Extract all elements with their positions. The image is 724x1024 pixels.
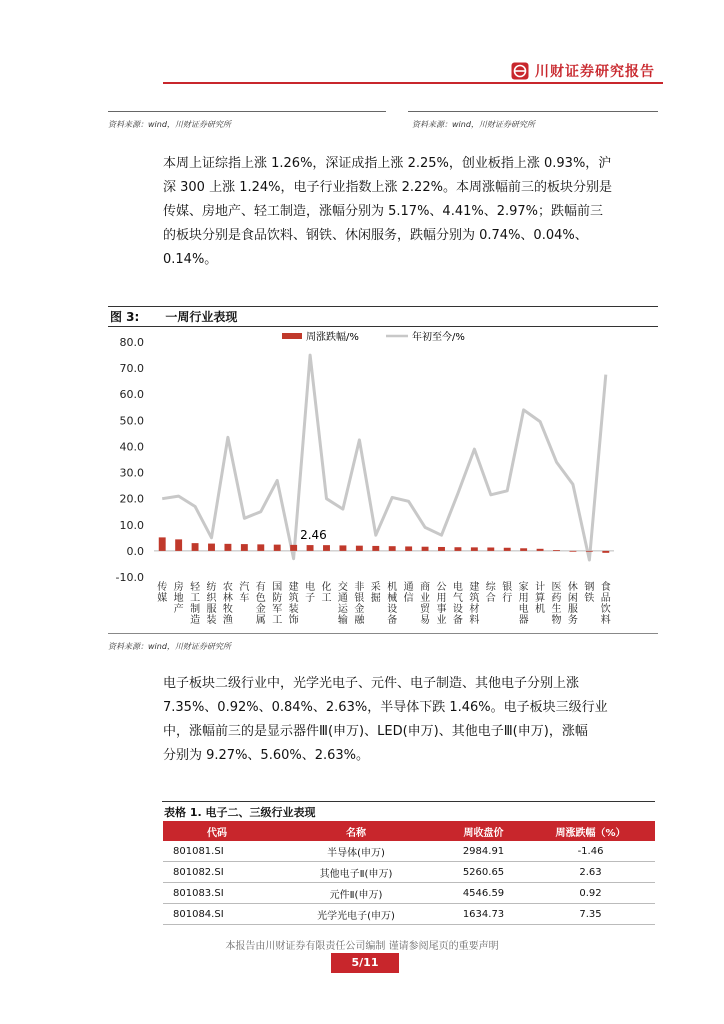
weekly-change-bar bbox=[224, 544, 231, 551]
cell-name: 光学光电子(申万) bbox=[271, 904, 441, 925]
y-tick-label: 30.0 bbox=[119, 466, 144, 480]
table-title: 表格 1. 电子二、三级行业表现 bbox=[164, 806, 316, 819]
chart-annotation: 2.46 bbox=[300, 528, 327, 543]
cell-name: 半导体(申万) bbox=[271, 841, 441, 862]
ytd-series-line bbox=[162, 355, 606, 560]
x-tick-label: 轻工制造 bbox=[190, 582, 201, 626]
weekly-change-bar bbox=[274, 545, 281, 551]
weekly-change-bar bbox=[586, 551, 593, 552]
weekly-change-bar bbox=[569, 551, 576, 552]
x-tick-label: 休闲服务 bbox=[567, 582, 578, 626]
weekly-change-bar bbox=[537, 549, 544, 551]
x-tick-label: 食品饮料 bbox=[600, 582, 611, 626]
legend-swatch-weekly bbox=[282, 333, 302, 339]
footer-disclaimer: 本报告由川财证券有限责任公司编制 谨请参阅尾页的重要声明 bbox=[225, 941, 499, 952]
x-tick-label: 汽车 bbox=[239, 582, 250, 604]
cell-change: 2.63 bbox=[526, 862, 655, 883]
figure-label: 图 3: bbox=[110, 310, 140, 324]
paragraph-line: 传媒、房地产、轻工制造，涨幅分别为 5.17%、4.41%、2.97%；跌幅前三 bbox=[163, 204, 604, 219]
paragraph-line: 本周上证综指上涨 1.26%，深证成指上涨 2.25%，创业板指上涨 0.93%，沪 bbox=[163, 156, 612, 171]
figure-title-rule bbox=[108, 326, 658, 327]
col-header-name: 名称 bbox=[271, 821, 441, 841]
x-tick-label: 有色金属 bbox=[255, 582, 266, 626]
cell-change: 0.92 bbox=[526, 883, 655, 904]
paragraph-line: 7.35%、0.92%、0.84%、2.63%，半导体下跌 1.46%。电子板块三级行业 bbox=[163, 700, 608, 715]
x-tick-label: 通信 bbox=[403, 582, 414, 604]
cell-change: 7.35 bbox=[526, 904, 655, 925]
weekly-change-bar bbox=[175, 539, 182, 551]
legend-label-ytd: 年初至今/% bbox=[412, 332, 465, 343]
weekly-change-bar bbox=[372, 546, 379, 551]
y-tick-label: 60.0 bbox=[119, 388, 144, 402]
paragraph-line: 电子板块二级行业中，光学光电子、元件、电子制造、其他电子分别上涨 bbox=[163, 676, 580, 691]
weekly-change-bar bbox=[389, 546, 396, 551]
cell-code: 801084.SI bbox=[163, 904, 271, 925]
electronics-industry-table bbox=[163, 821, 655, 925]
paragraph-line: 分别为 9.27%、5.60%、2.63%。 bbox=[163, 748, 370, 763]
weekly-change-bar bbox=[159, 537, 166, 550]
y-tick-label: 0.0 bbox=[126, 544, 144, 558]
weekly-change-bar bbox=[208, 544, 215, 551]
x-tick-label: 计算机 bbox=[535, 582, 546, 615]
weekly-change-bar bbox=[257, 544, 264, 551]
right-source-rule bbox=[408, 111, 658, 112]
x-tick-label: 机械设备 bbox=[387, 582, 398, 626]
table-row bbox=[163, 841, 655, 862]
figure-heading bbox=[110, 308, 237, 325]
chart-legend bbox=[282, 330, 465, 343]
weekly-change-bar bbox=[504, 548, 511, 551]
y-tick-label: -10.0 bbox=[115, 571, 144, 584]
x-tick-label: 电子 bbox=[305, 582, 316, 604]
x-tick-label: 银行 bbox=[502, 582, 513, 604]
y-tick-label: 40.0 bbox=[119, 440, 144, 454]
weekly-change-bar bbox=[323, 545, 330, 551]
col-header-code: 代码 bbox=[163, 821, 271, 841]
weekly-change-bar bbox=[339, 545, 346, 550]
paragraph-line: 的板块分别是食品饮料、钢铁、休闲服务，跌幅分别为 0.74%、0.04%、 bbox=[163, 228, 588, 243]
x-tick-label: 商业贸易 bbox=[420, 582, 431, 626]
cell-name: 元件Ⅱ(申万) bbox=[271, 883, 441, 904]
paragraph-line: 0.14%。 bbox=[163, 252, 218, 267]
weekly-change-bar bbox=[602, 551, 609, 553]
x-tick-label: 公用事业 bbox=[436, 582, 447, 626]
y-tick-label: 50.0 bbox=[119, 414, 144, 428]
y-tick-label: 10.0 bbox=[119, 518, 144, 532]
figure-top-rule bbox=[108, 306, 658, 307]
weekly-change-bar bbox=[422, 547, 429, 551]
weekly-change-bar bbox=[520, 548, 527, 551]
weekly-change-bar bbox=[405, 546, 412, 550]
legend-label-weekly: 周涨跌幅/% bbox=[306, 332, 359, 343]
x-tick-label: 国防军工 bbox=[272, 582, 283, 626]
market-summary-paragraph bbox=[163, 152, 663, 272]
col-header-change: 周涨跌幅（%） bbox=[526, 821, 655, 841]
weekly-change-bar bbox=[438, 547, 445, 551]
table-row bbox=[163, 883, 655, 904]
weekly-change-bar bbox=[471, 547, 478, 551]
y-tick-label: 70.0 bbox=[119, 362, 144, 376]
x-tick-label: 建筑装饰 bbox=[288, 582, 299, 626]
x-tick-label: 房地产 bbox=[173, 582, 184, 615]
electronics-paragraph bbox=[163, 672, 663, 768]
x-tick-label: 非银金融 bbox=[354, 582, 365, 626]
weekly-change-bar bbox=[241, 544, 248, 551]
cell-close: 2984.91 bbox=[441, 841, 526, 862]
x-tick-label: 电气设备 bbox=[452, 582, 463, 626]
cell-change: -1.46 bbox=[526, 841, 655, 862]
x-tick-label: 家用电器 bbox=[518, 582, 529, 626]
weekly-change-bar bbox=[192, 543, 199, 551]
x-tick-label: 医药生物 bbox=[551, 582, 562, 626]
cell-code: 801083.SI bbox=[163, 883, 271, 904]
table-row bbox=[163, 862, 655, 883]
paragraph-line: 深 300 上涨 1.24%，电子行业指数上涨 2.22%。本周涨幅前三的板块分别是 bbox=[163, 180, 612, 195]
brand-logo-icon bbox=[511, 62, 529, 80]
y-tick-label: 20.0 bbox=[119, 492, 144, 506]
left-source-rule bbox=[108, 111, 386, 112]
x-tick-label: 综合 bbox=[485, 582, 496, 604]
weekly-change-bar bbox=[487, 547, 494, 550]
brand-name: 川财证券研究报告 bbox=[535, 64, 655, 80]
figure-title: 一周行业表现 bbox=[165, 310, 238, 324]
x-tick-label: 交通运输 bbox=[337, 582, 348, 626]
weekly-change-bar bbox=[454, 547, 461, 551]
table-top-rule bbox=[162, 801, 655, 802]
weekly-change-bar bbox=[553, 550, 560, 551]
cell-code: 801082.SI bbox=[163, 862, 271, 883]
x-tick-label: 化工 bbox=[321, 582, 332, 604]
weekly-change-bar bbox=[356, 546, 363, 551]
source-note-left: 资料来源：wind，川财证券研究所 bbox=[108, 120, 231, 129]
col-header-close: 周收盘价 bbox=[441, 821, 526, 841]
paragraph-line: 中，涨幅前三的是显示器件Ⅲ(申万)、LED(申万)、其他电子Ⅲ(申万)，涨幅 bbox=[163, 724, 588, 739]
y-tick-label: 80.0 bbox=[119, 336, 144, 349]
table-row bbox=[163, 904, 655, 925]
figure-source-note: 资料来源：wind，川财证券研究所 bbox=[108, 642, 231, 651]
brand-header bbox=[511, 60, 661, 82]
cell-close: 1634.73 bbox=[441, 904, 526, 925]
x-tick-label: 建筑材料 bbox=[469, 582, 480, 626]
header-rule bbox=[163, 82, 663, 84]
source-note-right: 资料来源：wind，川财证券研究所 bbox=[412, 120, 535, 129]
cell-close: 4546.59 bbox=[441, 883, 526, 904]
figure-bottom-rule bbox=[108, 633, 658, 634]
x-tick-label: 纺织服装 bbox=[206, 582, 217, 626]
cell-name: 其他电子Ⅱ(申万) bbox=[271, 862, 441, 883]
industry-performance-chart bbox=[108, 328, 658, 630]
weekly-change-bar bbox=[307, 545, 314, 551]
weekly-change-bar bbox=[290, 545, 297, 551]
x-tick-label: 钢铁 bbox=[584, 582, 595, 604]
page-number: 5/11 bbox=[331, 953, 399, 973]
x-tick-label: 采掘 bbox=[370, 582, 381, 604]
table-header-row bbox=[163, 821, 655, 841]
cell-code: 801081.SI bbox=[163, 841, 271, 862]
x-tick-label: 传媒 bbox=[157, 582, 168, 604]
x-tick-label: 农林牧渔 bbox=[222, 582, 233, 626]
cell-close: 5260.65 bbox=[441, 862, 526, 883]
